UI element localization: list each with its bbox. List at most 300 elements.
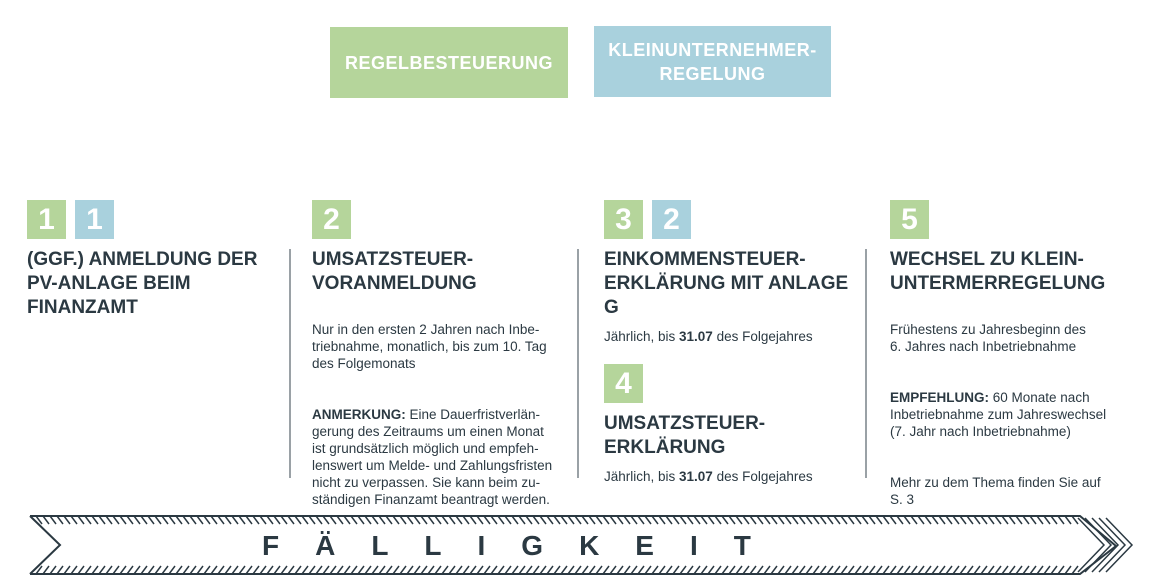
hatch-line <box>1058 516 1064 524</box>
hatch-line <box>631 516 637 524</box>
hatch-line <box>533 566 539 574</box>
hatch-line <box>484 566 490 574</box>
hatch-line <box>953 516 959 524</box>
hatch-line <box>323 566 329 574</box>
hatch-line <box>57 516 63 524</box>
hatch-line <box>211 566 217 574</box>
hatch-line <box>470 516 476 524</box>
hatch-line <box>456 516 462 524</box>
hatch-line <box>988 516 994 524</box>
hatch-line <box>610 566 616 574</box>
hatch-line <box>456 566 462 574</box>
hatch-line <box>610 516 616 524</box>
hatch-line <box>351 566 357 574</box>
hatch-line <box>526 566 532 574</box>
hatch-line <box>778 566 784 574</box>
hatch-line <box>673 516 679 524</box>
hatch-line <box>1030 516 1036 524</box>
hatch-line <box>1065 516 1071 524</box>
hatch-line <box>659 566 665 574</box>
step-badges <box>312 200 572 239</box>
hatch-line <box>561 566 567 574</box>
hatch-line <box>673 566 679 574</box>
hatch-line <box>841 566 847 574</box>
hatch-line <box>1044 566 1050 574</box>
hatch-line <box>50 516 56 524</box>
hatch-line <box>442 516 448 524</box>
hatch-line <box>218 566 224 574</box>
hatch-line <box>92 516 98 524</box>
hatch-line <box>848 566 854 574</box>
hatch-line <box>141 516 147 524</box>
hatch-line <box>1016 516 1022 524</box>
hatch-line <box>792 566 798 574</box>
hatch-line <box>190 566 196 574</box>
hatch-line <box>645 516 651 524</box>
hatch-line <box>260 516 266 524</box>
hatch-line <box>169 516 175 524</box>
hatch-line <box>421 516 427 524</box>
hatch-line <box>603 516 609 524</box>
hatch-line <box>309 516 315 524</box>
hatch-line <box>316 516 322 524</box>
hatch-line <box>358 516 364 524</box>
hatch-line <box>64 566 70 574</box>
hatch-line <box>687 566 693 574</box>
hatch-line <box>883 516 889 524</box>
hatch-line <box>869 516 875 524</box>
legend-regelbesteuerung-label: REGELBESTEUERUNG <box>344 52 554 73</box>
hatch-line <box>372 566 378 574</box>
hatch-line <box>78 566 84 574</box>
hatch-line <box>729 566 735 574</box>
step-description <box>604 328 864 345</box>
hatch-line <box>890 566 896 574</box>
legend-regelbesteuerung <box>330 27 568 98</box>
hatch-line <box>960 516 966 524</box>
hatch-line <box>127 516 133 524</box>
hatch-line <box>680 516 686 524</box>
hatch-line <box>519 516 525 524</box>
hatch-line <box>85 516 91 524</box>
hatch-line <box>148 566 154 574</box>
hatch-line <box>78 516 84 524</box>
hatch-line <box>687 516 693 524</box>
hatch-line <box>442 566 448 574</box>
step-title: (GGF.) ANMELDUNG DER PV-ANLAGE BEIM FINANZAMT <box>27 249 258 318</box>
hatch-line <box>183 566 189 574</box>
step-badges <box>604 364 864 403</box>
hatch-line <box>862 516 868 524</box>
hatch-line <box>393 516 399 524</box>
hatch-line <box>239 516 245 524</box>
hatch-line <box>939 566 945 574</box>
hatch-line <box>1002 516 1008 524</box>
hatch-line <box>449 566 455 574</box>
hatch-line <box>330 516 336 524</box>
hatch-line <box>953 566 959 574</box>
column-divider <box>865 249 867 478</box>
hatch-line <box>106 516 112 524</box>
badge-regelbesteuerung: 4 <box>604 364 643 403</box>
hatch-line <box>883 566 889 574</box>
hatch-line <box>1065 566 1071 574</box>
hatch-line <box>624 566 630 574</box>
hatch-line <box>414 566 420 574</box>
hatch-line <box>99 566 105 574</box>
hatch-line <box>358 566 364 574</box>
hatch-line <box>771 566 777 574</box>
hatch-line <box>267 566 273 574</box>
hatch-line <box>407 566 413 574</box>
hatch-line <box>463 566 469 574</box>
hatch-line <box>820 516 826 524</box>
hatch-line <box>505 516 511 524</box>
hatch-line <box>743 516 749 524</box>
hatch-line <box>540 566 546 574</box>
step-description <box>312 304 572 525</box>
hatch-line <box>288 516 294 524</box>
step-title: EINKOMMENSTEUER- ERKLÄRUNG MIT ANLAGE G <box>604 249 849 318</box>
step-badges <box>890 200 1140 239</box>
hatch-line <box>330 566 336 574</box>
hatch-line <box>519 566 525 574</box>
hatch-line <box>827 516 833 524</box>
legend-kleinunternehmerregelung <box>594 26 831 97</box>
hatch-line <box>638 566 644 574</box>
hatch-line <box>323 516 329 524</box>
hatch-line <box>505 566 511 574</box>
hatch-line <box>638 516 644 524</box>
hatch-line <box>897 516 903 524</box>
hatch-line <box>813 566 819 574</box>
hatch-line <box>792 516 798 524</box>
hatch-line <box>876 566 882 574</box>
note-text: Eine Dauerfristverlän- gerung des Zeitraums um einen Monat ist grundsätzlich möglich und empfeh- lenswert um Melde- und Zahlungsfristen nicht zu verpassen. Sie kann beim zu- ständigen Finanzamt beantragt werden. <box>312 407 553 507</box>
hatch-line <box>974 566 980 574</box>
arrow-tail-notch <box>30 516 60 574</box>
hatch-line <box>43 566 49 574</box>
hatch-line <box>967 566 973 574</box>
step-title: WECHSEL ZU KLEIN- UNTERMERREGELUNG <box>890 249 1106 294</box>
badge-kleinunternehmer: 2 <box>652 200 691 239</box>
hatch-line <box>351 516 357 524</box>
hatch-line <box>379 516 385 524</box>
hatch-line <box>1072 516 1078 524</box>
hatch-line <box>547 516 553 524</box>
deadline-prefix: Jährlich, bis <box>604 469 680 484</box>
hatch-line <box>498 566 504 574</box>
hatch-line <box>232 566 238 574</box>
hatch-line <box>239 566 245 574</box>
hatch-line <box>582 566 588 574</box>
badge-regelbesteuerung: 5 <box>890 200 929 239</box>
hatch-line <box>400 566 406 574</box>
hatch-line <box>141 566 147 574</box>
hatch-line <box>624 516 630 524</box>
hatch-line <box>491 516 497 524</box>
hatch-line <box>281 566 287 574</box>
hatch-line <box>554 516 560 524</box>
hatch-line <box>848 516 854 524</box>
hatch-line <box>470 566 476 574</box>
hatch-line <box>225 566 231 574</box>
hatch-line <box>694 516 700 524</box>
hatch-line <box>92 566 98 574</box>
legend-kleinunternehmer-label: KLEINUNTERNEHMER- REGELUNG <box>608 39 817 84</box>
hatch-line <box>344 516 350 524</box>
hatch-line <box>708 516 714 524</box>
hatch-line <box>603 566 609 574</box>
hatch-line <box>162 566 168 574</box>
hatch-line <box>288 566 294 574</box>
hatch-line <box>176 516 182 524</box>
hatch-line <box>547 566 553 574</box>
hatch-line <box>337 566 343 574</box>
note-label: ANMERKUNG: <box>312 407 406 422</box>
hatch-line <box>799 566 805 574</box>
hatch-line <box>1009 566 1015 574</box>
hatch-line <box>876 516 882 524</box>
hatch-line <box>337 516 343 524</box>
hatch-line <box>155 516 161 524</box>
hatch-line <box>932 516 938 524</box>
hatch-line <box>540 516 546 524</box>
hatch-line <box>645 566 651 574</box>
hatch-line <box>295 566 301 574</box>
hatch-line <box>967 516 973 524</box>
hatch-line <box>393 566 399 574</box>
hatch-line <box>785 566 791 574</box>
hatch-line <box>162 516 168 524</box>
hatch-line <box>701 566 707 574</box>
hatch-line <box>64 516 70 524</box>
hatch-line <box>1023 566 1029 574</box>
hatch-line <box>134 516 140 524</box>
hatch-line <box>785 516 791 524</box>
hatch-line <box>386 566 392 574</box>
column-divider <box>289 249 291 478</box>
hatch-line <box>771 516 777 524</box>
deadline-suffix: des Folgejahres <box>712 469 813 484</box>
hatch-line <box>365 516 371 524</box>
hatch-line <box>484 516 490 524</box>
hatch-line <box>232 516 238 524</box>
deadline-prefix: Jährlich, bis <box>604 329 680 344</box>
hatch-line <box>302 566 308 574</box>
hatch-line <box>428 516 434 524</box>
hatch-line <box>526 516 532 524</box>
hatch-line <box>596 516 602 524</box>
hatch-line <box>722 566 728 574</box>
hatch-line <box>120 566 126 574</box>
hatch-line <box>1023 516 1029 524</box>
hatch-line <box>596 566 602 574</box>
hatch-line <box>750 516 756 524</box>
hatch-line <box>246 516 252 524</box>
hatch-line <box>435 516 441 524</box>
hatch-line <box>918 566 924 574</box>
hatch-line <box>204 566 210 574</box>
hatch-line <box>561 516 567 524</box>
hatch-line <box>981 566 987 574</box>
hatch-line <box>631 566 637 574</box>
hatch-line <box>533 516 539 524</box>
hatch-line <box>253 566 259 574</box>
hatch-line <box>911 516 917 524</box>
hatch-line <box>589 566 595 574</box>
hatch-line <box>897 566 903 574</box>
hatch-line <box>960 566 966 574</box>
hatch-line <box>778 516 784 524</box>
hatch-line <box>736 566 742 574</box>
hatch-line <box>281 516 287 524</box>
hatch-line <box>757 566 763 574</box>
hatch-line <box>701 516 707 524</box>
hatch-line <box>708 566 714 574</box>
hatch-line <box>183 516 189 524</box>
hatch-line <box>477 516 483 524</box>
deadline-date: 31.07 <box>679 469 713 484</box>
hatch-line <box>491 566 497 574</box>
hatch-line <box>43 516 49 524</box>
step-description <box>604 468 864 485</box>
hatch-line <box>127 566 133 574</box>
hatch-line <box>799 516 805 524</box>
hatch-line <box>939 516 945 524</box>
hatch-line <box>764 516 770 524</box>
hatch-line <box>274 516 280 524</box>
hatch-line <box>820 566 826 574</box>
hatch-line <box>498 516 504 524</box>
column-divider <box>577 249 579 478</box>
hatch-line <box>946 516 952 524</box>
step-text: Nur in den ersten 2 Jahren nach Inbe- triebnahme, monatlich, bis zum 10. Tag des Folgemonats <box>312 322 547 371</box>
hatch-line <box>512 566 518 574</box>
hatch-line <box>274 566 280 574</box>
hatch-line <box>582 516 588 524</box>
badge-regelbesteuerung: 1 <box>27 200 66 239</box>
hatch-line <box>169 566 175 574</box>
hatch-line <box>568 516 574 524</box>
hatch-line <box>729 516 735 524</box>
step-text: Frühestens zu Jahresbeginn des 6. Jahres nach Inbetriebnahme <box>890 322 1086 354</box>
hatch-line <box>260 566 266 574</box>
hatch-line <box>736 516 742 524</box>
hatch-line <box>225 516 231 524</box>
hatch-line <box>113 516 119 524</box>
hatch-line <box>386 516 392 524</box>
hatch-line <box>197 566 203 574</box>
step-anmeldung <box>27 200 287 320</box>
hatch-line <box>1016 566 1022 574</box>
hatch-line <box>1037 566 1043 574</box>
hatch-line <box>869 566 875 574</box>
hatch-line <box>155 566 161 574</box>
hatch-line <box>1072 566 1078 574</box>
hatch-line <box>421 566 427 574</box>
hatch-line <box>316 566 322 574</box>
hatch-line <box>743 566 749 574</box>
hatch-line <box>554 566 560 574</box>
hatch-line <box>120 516 126 524</box>
step-badges <box>27 200 287 239</box>
hatch-line <box>204 516 210 524</box>
hatch-line <box>995 516 1001 524</box>
step-title: UMSATZSTEUER- ERKLÄRUNG <box>604 413 766 458</box>
hatch-line <box>1051 516 1057 524</box>
hatch-line <box>1051 566 1057 574</box>
hatch-line <box>855 516 861 524</box>
hatch-line <box>904 516 910 524</box>
hatch-line <box>911 566 917 574</box>
hatch-line <box>344 566 350 574</box>
deadline-date: 31.07 <box>679 329 713 344</box>
hatch-line <box>925 516 931 524</box>
hatch-line <box>855 566 861 574</box>
hatch-line <box>295 516 301 524</box>
hatch-line <box>99 516 105 524</box>
hatch-line <box>617 566 623 574</box>
hatch-line <box>722 516 728 524</box>
hatch-line <box>302 516 308 524</box>
hatch-line <box>862 566 868 574</box>
badge-kleinunternehmer: 1 <box>75 200 114 239</box>
hatch-line <box>1058 566 1064 574</box>
step-note <box>312 406 572 508</box>
hatch-line <box>904 566 910 574</box>
step-umsatzsteuer-voranmeldung <box>312 200 572 525</box>
hatch-line <box>764 566 770 574</box>
hatch-line <box>715 516 721 524</box>
hatch-line <box>841 516 847 524</box>
hatch-line <box>407 516 413 524</box>
hatch-line <box>379 566 385 574</box>
timeline-label: FÄLLIGKEIT <box>262 530 787 561</box>
hatch-line <box>827 566 833 574</box>
hatch-line <box>1037 516 1043 524</box>
hatch-line <box>890 516 896 524</box>
step-more-info: Mehr zu dem Thema finden Sie auf S. 3 <box>890 475 1101 507</box>
hatch-line <box>57 566 63 574</box>
hatch-line <box>449 516 455 524</box>
hatch-line <box>477 566 483 574</box>
hatch-line <box>575 566 581 574</box>
hatch-line <box>995 566 1001 574</box>
hatch-line <box>659 516 665 524</box>
step-title: UMSATZSTEUER- VORANMELDUNG <box>312 249 477 294</box>
hatch-line <box>806 566 812 574</box>
hatch-line <box>176 566 182 574</box>
hatch-line <box>190 516 196 524</box>
hatch-line <box>652 516 658 524</box>
hatch-line <box>946 566 952 574</box>
hatch-line <box>211 516 217 524</box>
recommendation-label: EMPFEHLUNG: <box>890 390 989 405</box>
hatch-line <box>365 566 371 574</box>
hatch-line <box>666 516 672 524</box>
badge-regelbesteuerung: 2 <box>312 200 351 239</box>
hatch-line <box>113 566 119 574</box>
hatch-line <box>71 516 77 524</box>
hatch-line <box>246 566 252 574</box>
hatch-line <box>463 516 469 524</box>
hatch-line <box>617 516 623 524</box>
hatch-line <box>813 516 819 524</box>
hatch-line <box>372 516 378 524</box>
hatch-line <box>568 566 574 574</box>
hatch-line <box>414 516 420 524</box>
